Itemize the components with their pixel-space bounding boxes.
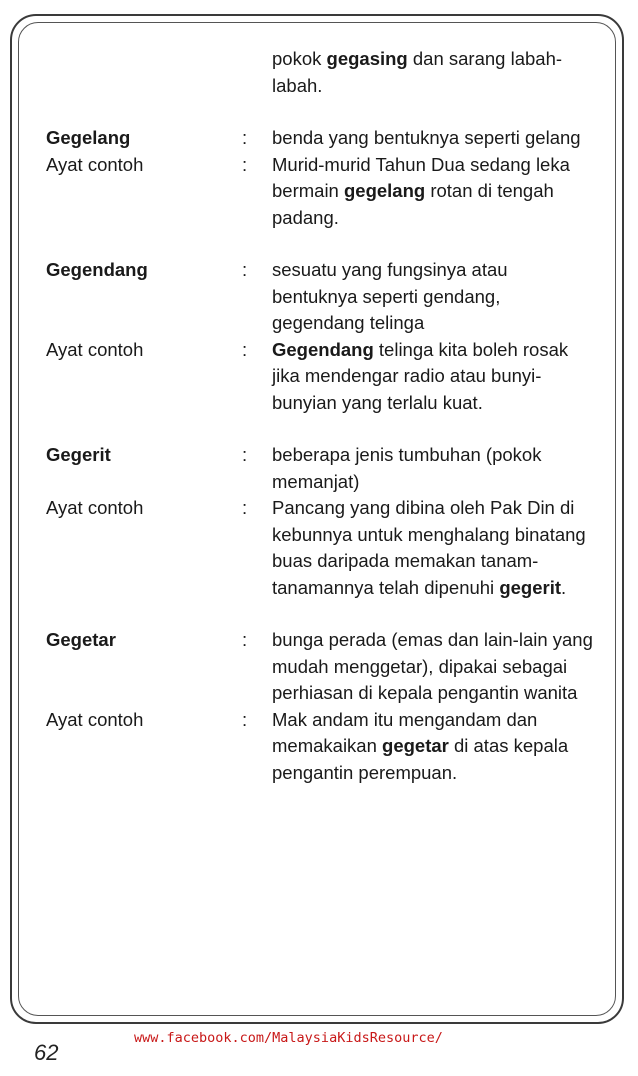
entry-definition: beberapa jenis tumbuhan (pokok memanjat) <box>272 444 542 492</box>
example-row <box>46 152 596 232</box>
example-bold-word: gegelang <box>343 180 426 201</box>
example-row <box>46 707 596 787</box>
entry-definition: sesuatu yang fungsinya atau bentuknya seperti gendang, gegendang telinga <box>272 259 508 333</box>
entry-gegerit <box>46 442 596 601</box>
example-row <box>46 495 596 601</box>
entry-term: Gegelang <box>46 127 131 148</box>
page-number: 62 <box>34 1040 59 1065</box>
dictionary-entries <box>46 46 596 786</box>
colon: : <box>242 259 248 280</box>
colon: : <box>242 127 248 148</box>
entry-gegendang <box>46 257 596 416</box>
example-sentence <box>272 495 596 601</box>
continuation-bold-word: gegasing <box>326 48 408 69</box>
example-row <box>46 337 596 417</box>
colon: : <box>242 153 248 175</box>
entry-definition: bunga perada (emas dan lain-lain yang mudah menggetar), dipakai sebagai perhiasan di kepala pengantin wanita <box>272 629 593 703</box>
continuation-prefix: pokok <box>272 48 327 69</box>
example-bold-word: gegetar <box>382 735 449 756</box>
example-label: Ayat contoh <box>46 153 144 175</box>
example-sentence <box>272 707 596 787</box>
example-bold-word: gegerit <box>499 576 561 598</box>
example-after: rotan di tengah padang. <box>272 180 554 228</box>
example-label: Ayat contoh <box>46 497 144 518</box>
entry-gegelang <box>46 125 596 231</box>
watermark-url: www.facebook.com/MalaysiaKidsResource/ <box>134 1030 443 1046</box>
definition-row <box>46 442 596 495</box>
definition-row <box>46 257 596 337</box>
colon: : <box>242 338 248 360</box>
colon: : <box>242 708 248 730</box>
example-label: Ayat contoh <box>46 338 144 360</box>
example-after: telinga kita boleh rosak jika mendengar radio atau bunyi-bunyian yang terlalu kuat. <box>272 338 569 413</box>
entry-gegetar <box>46 627 596 786</box>
entry-term: Gegendang <box>46 259 148 280</box>
example-sentence <box>272 337 596 417</box>
continuation-suffix: dan sarang labah-labah. <box>272 48 563 96</box>
colon: : <box>242 444 248 465</box>
definition-row <box>46 627 596 707</box>
example-after: di atas kepala pengantin perempuan. <box>272 735 569 783</box>
example-before: Murid-murid Tahun Dua sedang leka bermain <box>272 153 570 201</box>
definition-row <box>46 125 596 152</box>
example-bold-word: Gegendang <box>272 338 374 360</box>
entry-definition: benda yang bentuknya seperti gelang <box>272 127 581 148</box>
example-label: Ayat contoh <box>46 708 144 730</box>
example-after: . <box>561 576 567 598</box>
colon: : <box>242 497 248 518</box>
colon: : <box>242 629 248 650</box>
example-sentence <box>272 152 596 232</box>
entry-term: Gegerit <box>46 444 111 465</box>
entry-term: Gegetar <box>46 629 116 650</box>
example-before: Pancang yang dibina oleh Pak Din di kebunnya untuk menghalang binatang buas daripada memakan tanam-tanamannya telah dipenuhi <box>272 497 586 598</box>
continuation-text <box>46 46 596 99</box>
example-before: Mak andam itu mengandam dan memakaikan <box>272 708 538 756</box>
